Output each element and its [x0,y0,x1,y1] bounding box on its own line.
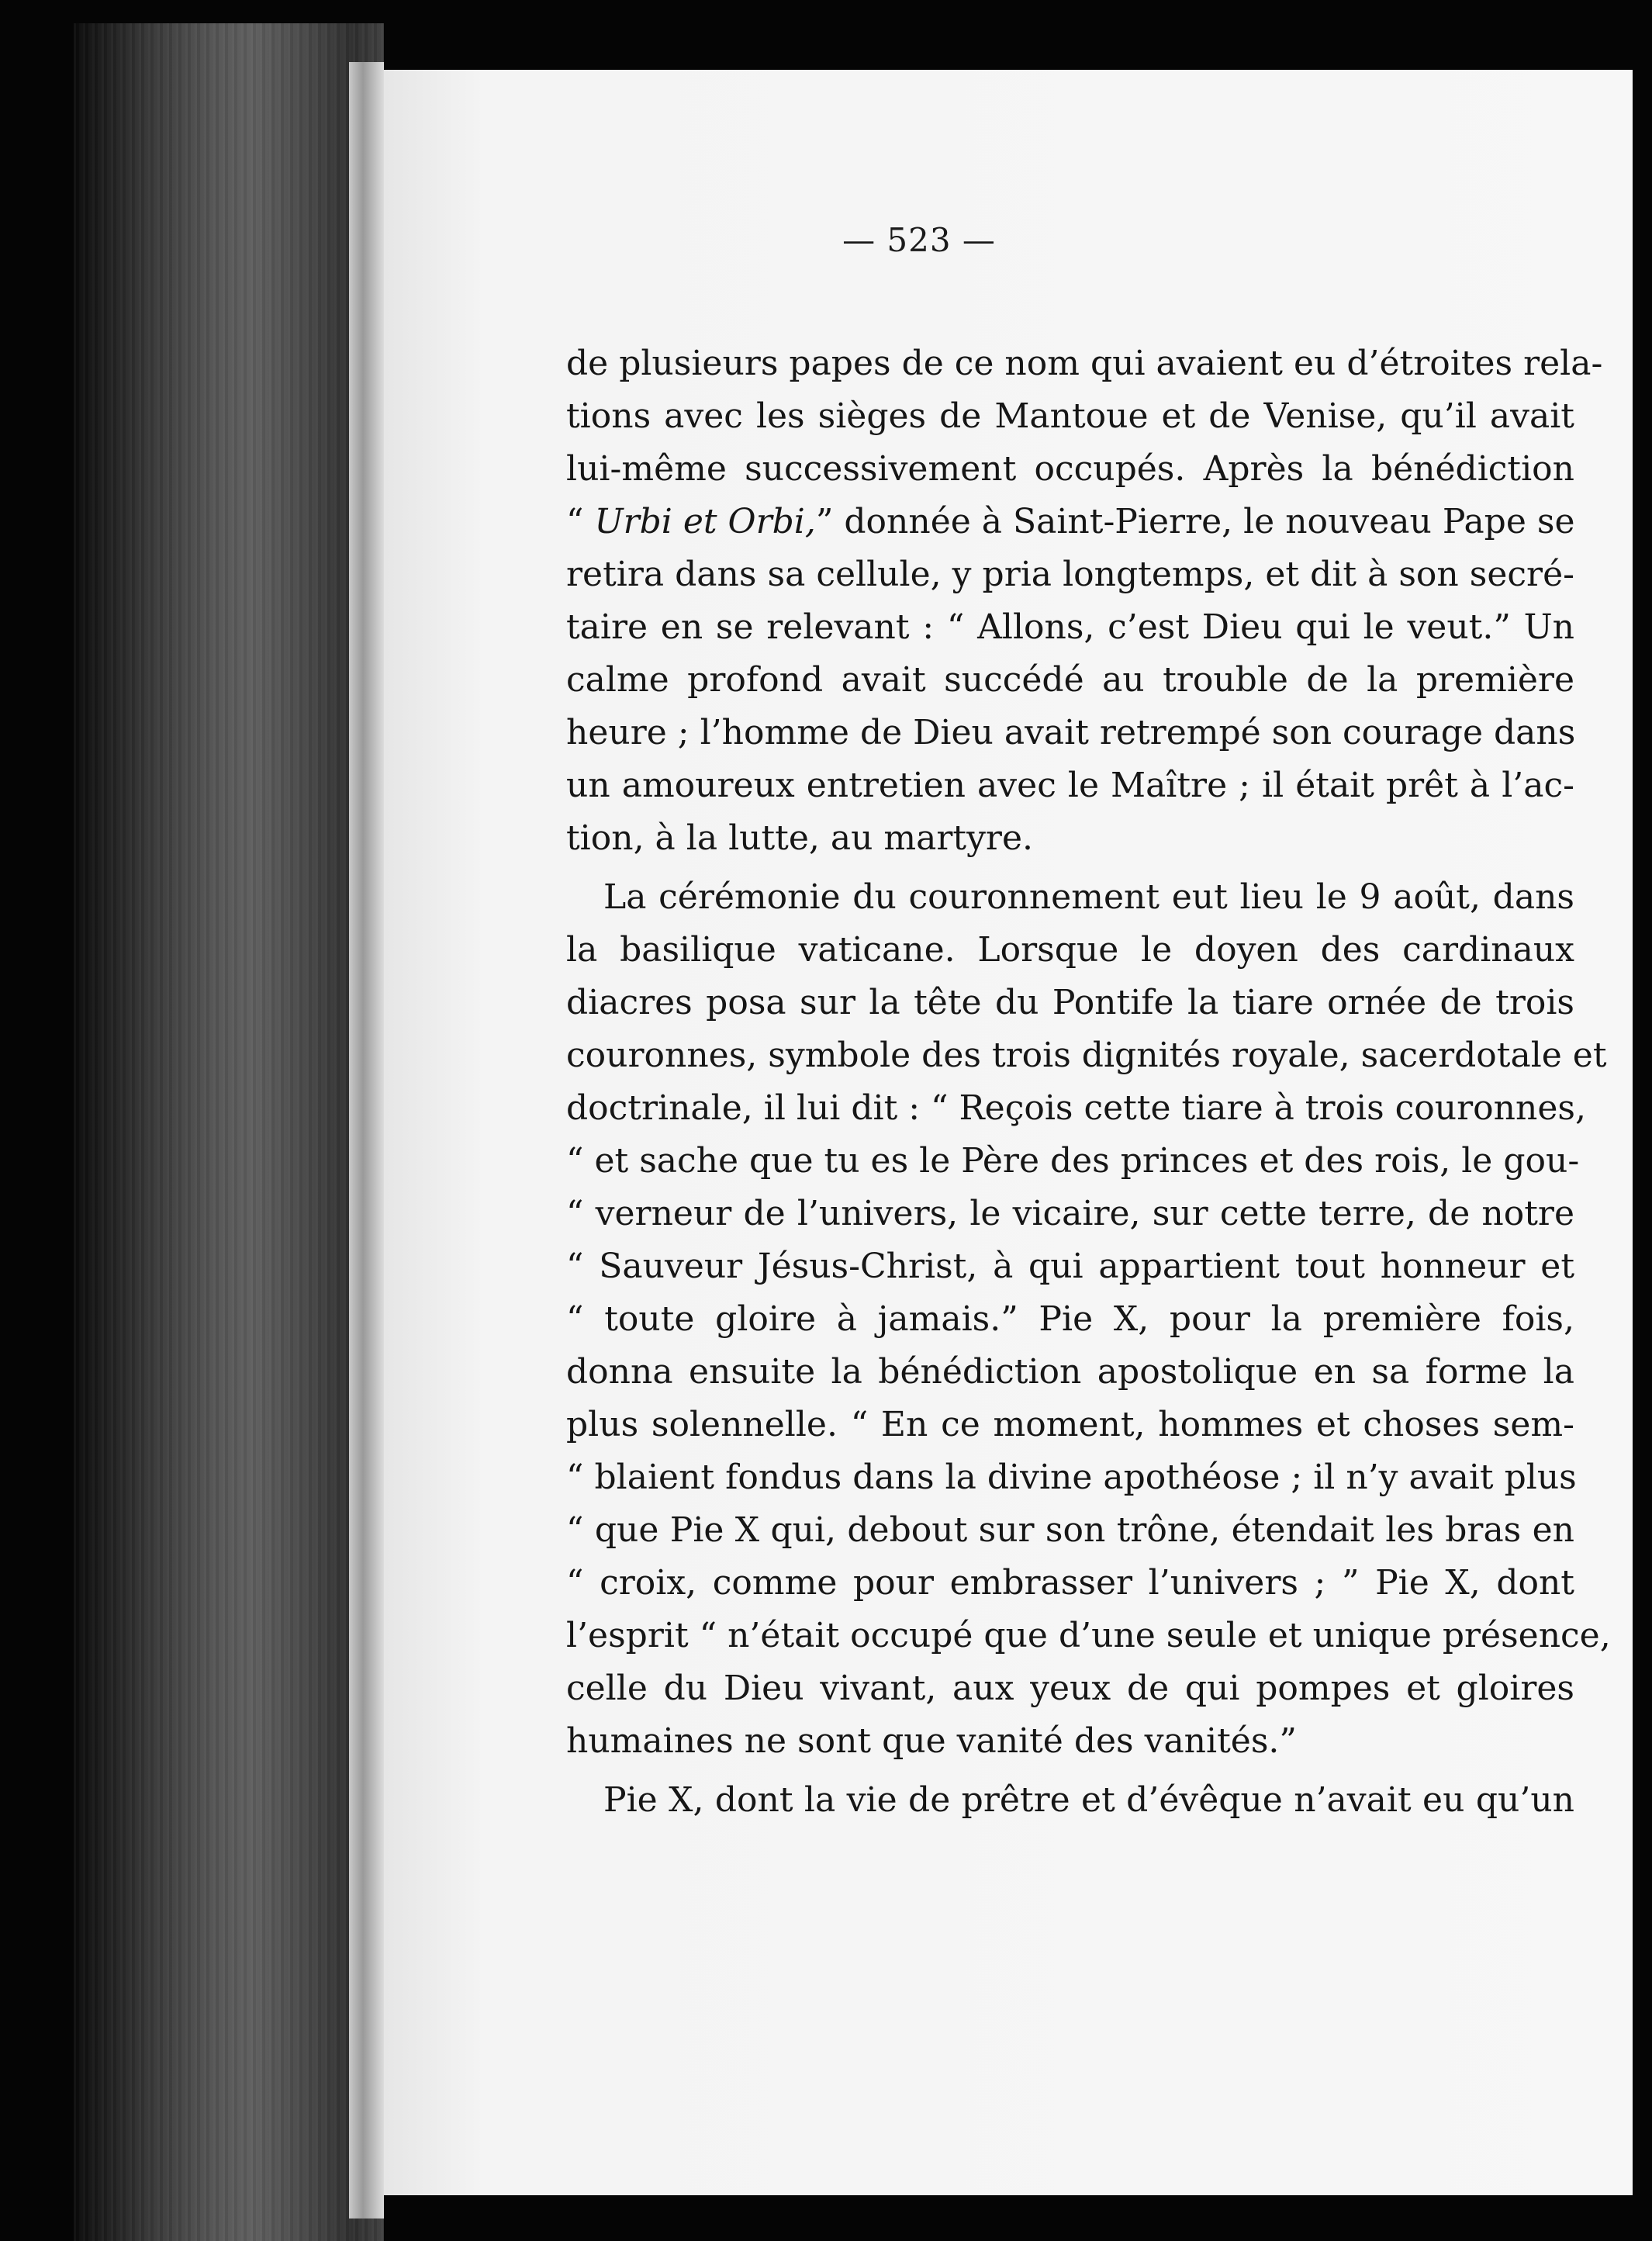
text-line: Pie X, dont la vie de prêtre et d’évêque n’avait eu qu’un [603,1780,1574,1820]
text-line: lui-même successivement occupés. Après la bénédiction [566,449,1574,489]
text-line: “ toute gloire à jamais.” Pie X, pour la première fois, [566,1299,1574,1339]
text-line: celle du Dieu vivant, aux yeux de qui pompes et gloires [566,1669,1574,1708]
paragraph-2 [566,871,1611,1768]
text-line: “ blaient fondus dans la divine apothéose ; il n’y avait plus [566,1458,1577,1497]
text-line: La cérémonie du couronnement eut lieu le 9 août, dans [603,877,1574,917]
text-line: un amoureux entretien avec le Maître ; il était prêt à l’ac- [566,766,1574,805]
text-line: tion, à la lutte, au martyre. [566,818,1033,858]
text-line: “ croix, comme pour embrasser l’univers ; ” Pie X, dont [566,1563,1574,1603]
page-number: — 523 — [842,221,996,259]
page-body-text [566,337,1611,1827]
book-spine-shadow [74,23,384,2241]
text-line: taire en se relevant : “ Allons, c’est Dieu qui le veut.” Un [566,607,1574,647]
text-line: de plusieurs papes de ce nom qui avaient eu d’étroites rela- [566,344,1603,383]
book-page [384,70,1633,2195]
text-line: couronnes, symbole des trois dignités royale, sacerdotale et [566,1036,1607,1075]
text-line: “ Sauveur Jésus-Christ, à qui appartient tout honneur et [566,1247,1574,1286]
text-line: la basilique vaticane. Lorsque le doyen des cardinaux [566,930,1574,970]
text-line: “ que Pie X qui, debout sur son trône, étendait les bras en [566,1510,1574,1550]
text-line: heure ; l’homme de Dieu avait retrempé son courage dans [566,713,1576,752]
text-line: retira dans sa cellule, y pria longtemps, et dit à son secré- [566,555,1574,594]
text-line: tions avec les sièges de Mantoue et de Venise, qu’il avait [566,396,1574,436]
text-line: donna ensuite la bénédiction apostolique en sa forme la [566,1352,1574,1392]
text-line: doctrinale, il lui dit : “ Reçois cette tiare à trois couronnes, [566,1088,1586,1128]
paragraph-1 [566,337,1603,865]
text-line: plus solennelle. “ En ce moment, hommes et choses sem- [566,1405,1574,1444]
text-line: humaines ne sont que vanité des vanités.” [566,1721,1297,1761]
text-line: “ et sache que tu es le Père des princes et des rois, le gou- [566,1141,1580,1181]
text-line: “ verneur de l’univers, le vicaire, sur cette terre, de notre [566,1194,1574,1233]
text-line: calme profond avait succédé au trouble de la première [566,660,1574,700]
page-binding-edge [349,62,384,2219]
text-line: l’esprit “ n’était occupé que d’une seule et unique présence, [566,1616,1611,1655]
text-line: diacres posa sur la tête du Pontife la tiare ornée de trois [566,983,1574,1022]
paragraph-3 [566,1774,1574,1827]
latin-phrase: Urbi et Orbi, [594,502,816,541]
text-line: “ Urbi et Orbi,” donnée à Saint-Pierre, le nouveau Pape se [566,502,1575,541]
